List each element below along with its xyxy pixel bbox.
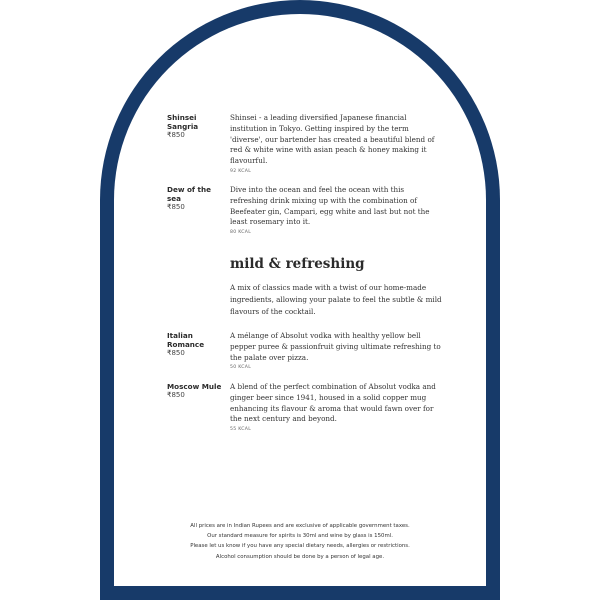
item-description: A mélange of Absolut vodka with healthy yellow bell pepper puree & passionfruit giving ultimate refreshing to the palate over pizza. 50 KCAL [230,331,441,371]
section-title: mild & refreshing [230,256,365,272]
item-description: Dive into the ocean and feel the ocean with this refreshing drink mixing up with the combination of Beefeater gin, Campari, egg white and last but not the least rosemary into it. 80 KCAL [230,185,442,236]
item-price: ₹850 [167,131,185,139]
item-kcal: 55 KCAL [230,427,252,433]
item-kcal: 92 KCAL [230,168,252,174]
footer-notes [140,521,460,562]
item-price: ₹850 [167,391,185,399]
item-price: ₹850 [167,349,185,357]
section-intro: A mix of classics made with a twist of our home-made ingredients, allowing your palate to feel the subtle & mild flavours of the cocktail. [230,283,442,316]
item-name: Shinsei Sangria ₹850 [167,113,223,140]
footer-line: Please let us know if you have any special dietary needs, allergies or restrictions. [190,543,410,550]
item-description: A blend of the perfect combination of Absolut vodka and ginger beer since 1941, housed in a solid copper mug enhancing its flavour & aroma that would fawn over for the next century and beyond. 55 KCAL [230,382,442,433]
footer-line: Our standard measure for spirits is 30ml and wine by glass is 150ml. [207,533,393,540]
footer-line: Alcohol consumption should be done by a person of legal age. [215,553,385,560]
item-name: Dew of the sea ₹850 [167,185,223,212]
item-name: Italian Romance ₹850 [167,331,223,358]
item-name: Moscow Mule ₹850 [167,382,222,399]
item-price: ₹850 [167,203,185,211]
footer-line: All prices are in Indian Rupees and are exclusive of applicable government taxes. [190,523,410,529]
item-kcal: 80 KCAL [230,230,252,236]
item-kcal: 50 KCAL [230,365,252,371]
item-description: Shinsei - a leading diversified Japanese financial institution in Tokyo. Getting inspired by the term 'diverse', our bartender has created a beautiful blend of red & white wine with asian peach & honey making it flavourful. 92 KCAL [230,113,442,175]
